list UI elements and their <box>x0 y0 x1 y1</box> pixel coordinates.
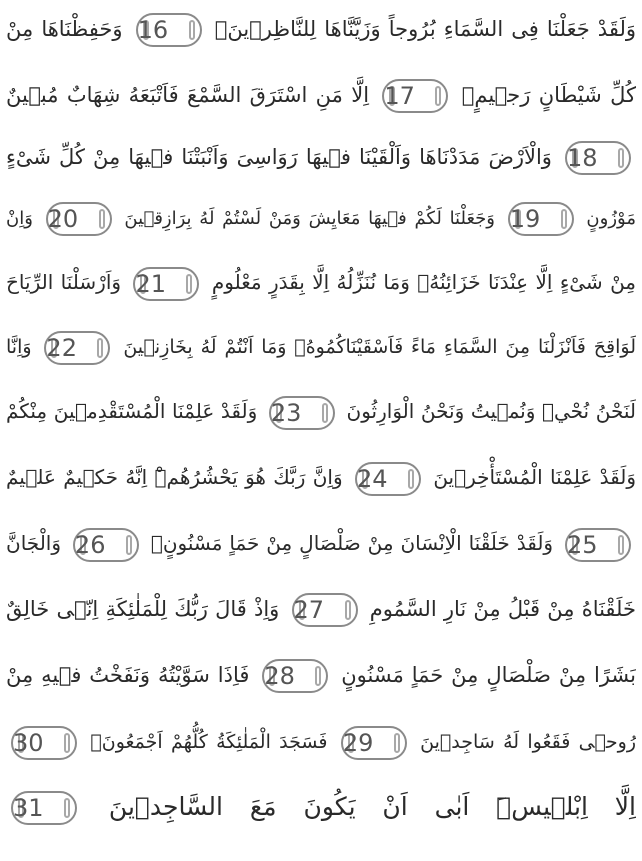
verse-line <box>6 68 636 122</box>
verse-text: وَلَقَدْ جَعَلْنَا فِى السَّمَاءِ بُرُوجاً وَزَيَّنَّاهَا لِلنَّاظِرٖينَۙ <box>214 17 636 41</box>
ayah-number: 27 <box>293 596 325 624</box>
verse-line <box>6 2 636 56</box>
verse-text: خَلَقْنَاهُ مِنْ قَبْلُ مِنْ نَارِ السَّمُومِ <box>369 597 636 621</box>
verse-text: وَاَرْسَلْنَا الرِّيَاحَ <box>6 270 122 294</box>
verse-text: مِنْ شَىْءٍ اِلَّا عِنْدَنَا خَزَائِنُهُۘ وَمَا نُنَزِّلُهُ اِلَّا بِقَدَرٍ مَعْلُومٍ <box>211 270 636 294</box>
ayah-number: 26 <box>74 530 106 559</box>
ayah-end-marker <box>565 528 631 562</box>
ayah-number: 21 <box>135 269 166 298</box>
ayah-number: 23 <box>270 398 302 427</box>
ayah-number: 20 <box>47 205 79 233</box>
ayah-end-marker <box>508 202 574 236</box>
verse-text: كُلِّ شَيْطَانٍ رَجٖيمٍۙ <box>461 83 636 107</box>
verse-text: وَحَفِظْنَاهَا مِنْ <box>6 17 123 41</box>
verse-line <box>6 192 636 246</box>
verse-line <box>6 320 636 374</box>
ayah-end-marker <box>44 331 110 365</box>
verse-text: وَلَقَدْ عَلِمْنَا الْمُسْتَأْخِرٖينَ <box>433 465 636 489</box>
verse-text: فَاِذَا سَوَّيْتُهُ وَنَفَخْتُ فٖيهِ مِنْ <box>6 663 250 687</box>
ayah-end-marker <box>136 13 202 47</box>
ayah-end-marker <box>11 726 77 760</box>
ayah-end-marker <box>292 593 358 627</box>
ayah-number: 30 <box>13 728 44 757</box>
verse-line <box>6 255 636 309</box>
verse-text: وَاِنَّا <box>6 336 32 358</box>
ayah-number: 16 <box>137 16 169 44</box>
verse-text: اِلَّا اِبْلٖيسَۜ اَبٰى اَنْ يَكُونَ مَعَ السَّاجِدٖينَ <box>108 792 636 821</box>
verse-line <box>6 384 636 438</box>
verse-text: وَالْاَرْضَ مَدَدْنَاهَا وَاَلْقَيْنَا فٖيهَا رَوَاسِىَ وَاَنْبَتْنَا فٖيهَا مِنْ كُلِّ شَىْءٍ <box>6 145 552 169</box>
ayah-end-marker <box>341 726 407 760</box>
verse-text: لَوَاقِحَ فَاَنْزَلْنَا مِنَ السَّمَاءِ مَاءً فَاَسْقَيْنَاكُمُوهُۚ وَمَا اَنْتُمْ لَهُ بِخَازِنٖينَ <box>123 336 636 358</box>
verse-line <box>6 516 636 570</box>
ayah-end-marker <box>262 659 328 693</box>
ayah-end-marker <box>133 267 199 301</box>
verse-text: مَوْزُونٍ <box>586 208 636 229</box>
ayah-end-marker <box>382 79 448 113</box>
verse-text: رُوحٖى فَقَعُوا لَهُ سَاجِدٖينَ <box>420 731 636 753</box>
ayah-number: 19 <box>509 205 541 233</box>
ayah-number: 18 <box>567 144 598 172</box>
verse-text: اِلَّا مَنِ اسْتَرَقَ السَّمْعَ فَاَتْبَعَهُ شِهَابٌ مُبٖينٌ <box>6 83 370 107</box>
ayah-number: 24 <box>356 464 388 493</box>
ayah-end-marker <box>46 202 112 236</box>
verse-text: وَلَقَدْ خَلَقْنَا الْاِنْسَانَ مِنْ صَلْصَالٍ مِنْ حَمَاٍ مَسْنُونٍۚ <box>150 531 554 555</box>
verse-text: وَلَقَدْ عَلِمْنَا الْمُسْتَقْدِمٖينَ مِنْكُمْ <box>6 399 258 423</box>
ayah-number: 25 <box>567 530 598 559</box>
verse-line <box>6 450 636 504</box>
verse-text: لَنَحْنُ نُحْيٖ وَنُمٖيتُ وَنَحْنُ الْوَارِثُونَ <box>346 399 636 423</box>
verse-text: وَجَعَلْنَا لَكُمْ فٖيهَا مَعَايِشَ وَمَنْ لَسْتُمْ لَهُ بِرَازِقٖينَ <box>124 208 495 229</box>
verse-text: وَاِنَّ رَبَّكَ هُوَ يَحْشُرُهُمْۜ اِنَّهُ حَكٖيمٌ عَلٖيمٌ <box>6 465 343 489</box>
ayah-end-marker <box>11 791 77 825</box>
verse-text: فَسَجَدَ الْمَلٰئِكَةُ كُلُّهُمْ اَجْمَعُونَۙ <box>90 731 328 753</box>
ayah-number: 28 <box>264 662 295 690</box>
verse-text: وَاِذْ قَالَ رَبُّكَ لِلْمَلٰئِكَةِ اِنّٖى خَالِقٌ <box>6 597 280 621</box>
ayah-end-marker <box>269 396 335 430</box>
verse-line <box>6 130 636 184</box>
ayah-number: 17 <box>384 82 415 110</box>
ayah-end-marker <box>355 462 421 496</box>
verse-text: وَاِنْ <box>6 208 33 229</box>
ayah-number: 31 <box>13 794 44 822</box>
verse-line <box>6 582 636 636</box>
verse-line <box>6 780 636 834</box>
verse-line <box>6 648 636 702</box>
ayah-end-marker <box>565 141 631 175</box>
verse-text: بَشَرًا مِنْ صَلْصَالٍ مِنْ حَمَاٍ مَسْنُونٍ <box>341 663 636 687</box>
ayah-number: 29 <box>342 728 374 757</box>
ayah-end-marker <box>73 528 139 562</box>
verse-line <box>6 715 636 769</box>
verse-text: وَالْجَانَّ <box>6 531 61 555</box>
ayah-number: 22 <box>46 333 77 362</box>
